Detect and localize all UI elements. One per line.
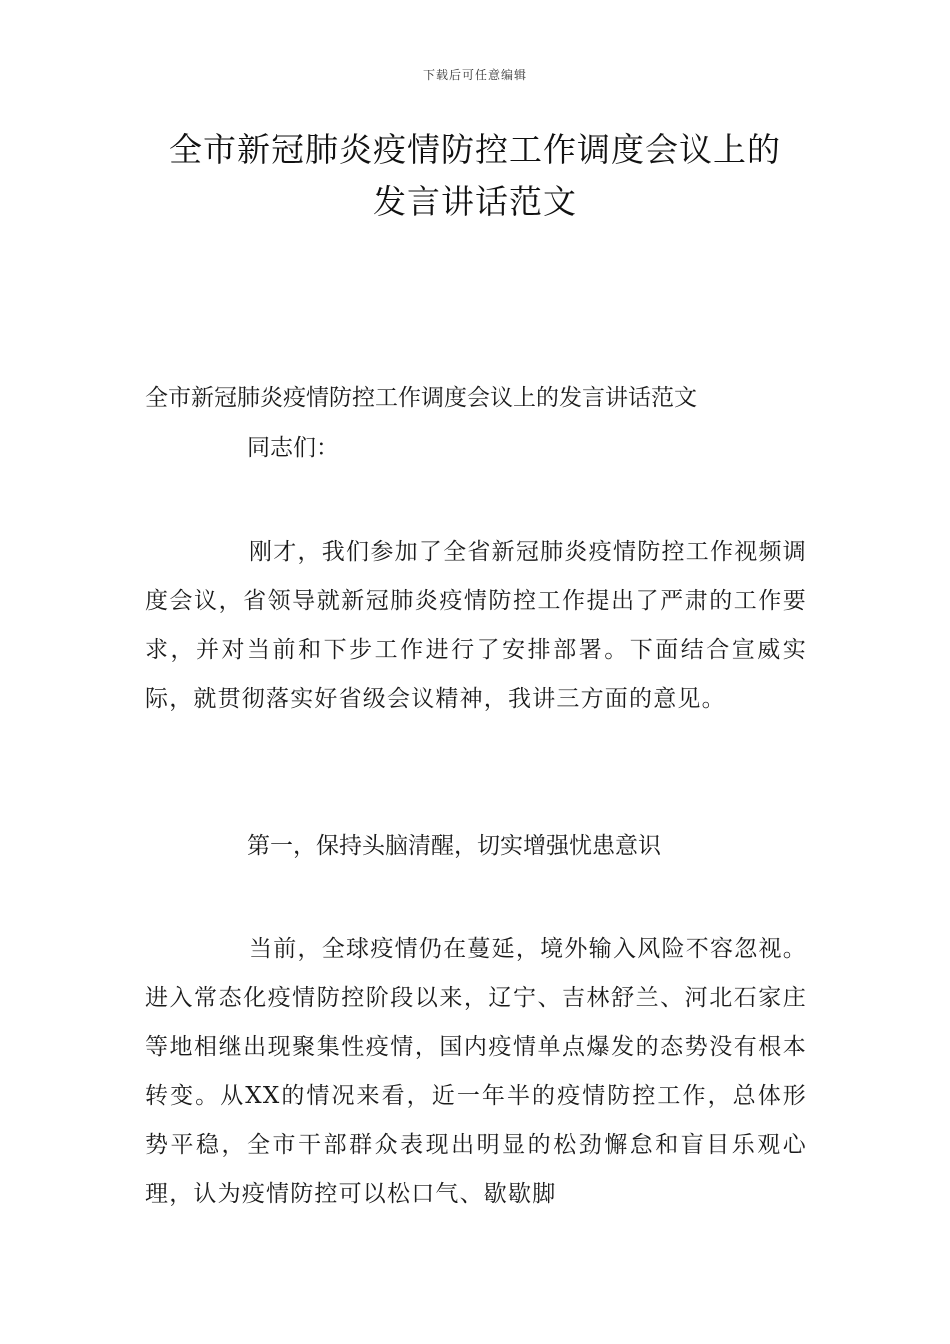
title-line-1: 全市新冠肺炎疫情防控工作调度会议上的	[169, 130, 781, 169]
paragraph-2: 当前，全球疫情仍在蔓延，境外输入风险不容忽视。进入常态化疫情防控阶段以来，辽宁、吉林舒兰、河北石家庄等地相继出现聚集性疫情，国内疫情单点爆发的态势没有根本转变。从XX的情况来看，近一年半的疫情防控工作，总体形势平稳，全市干部群众表现出明显的松劲懈怠和盲目乐观心理，认为疫情防控可以松口气、歇歇脚	[145, 936, 807, 1207]
section-heading-1: 第一，保持头脑清醒，切实增强忧患意识	[247, 833, 661, 859]
salutation: 同志们：	[247, 435, 339, 461]
header-note: 下载后可任意编辑	[422, 68, 527, 82]
title-line-2: 发言讲话范文	[373, 182, 577, 221]
page-title	[90, 124, 860, 228]
document-title-line: 全市新冠肺炎疫情防控工作调度会议上的发言讲话范文	[145, 385, 697, 411]
paragraph-1: 刚才，我们参加了全省新冠肺炎疫情防控工作视频调度会议，省领导就新冠肺炎疫情防控工作提出了严肃的工作要求，并对当前和下步工作进行了安排部署。下面结合宣威实际，就贯彻落实好省级会议精神，我讲三方面的意见。	[145, 539, 807, 712]
